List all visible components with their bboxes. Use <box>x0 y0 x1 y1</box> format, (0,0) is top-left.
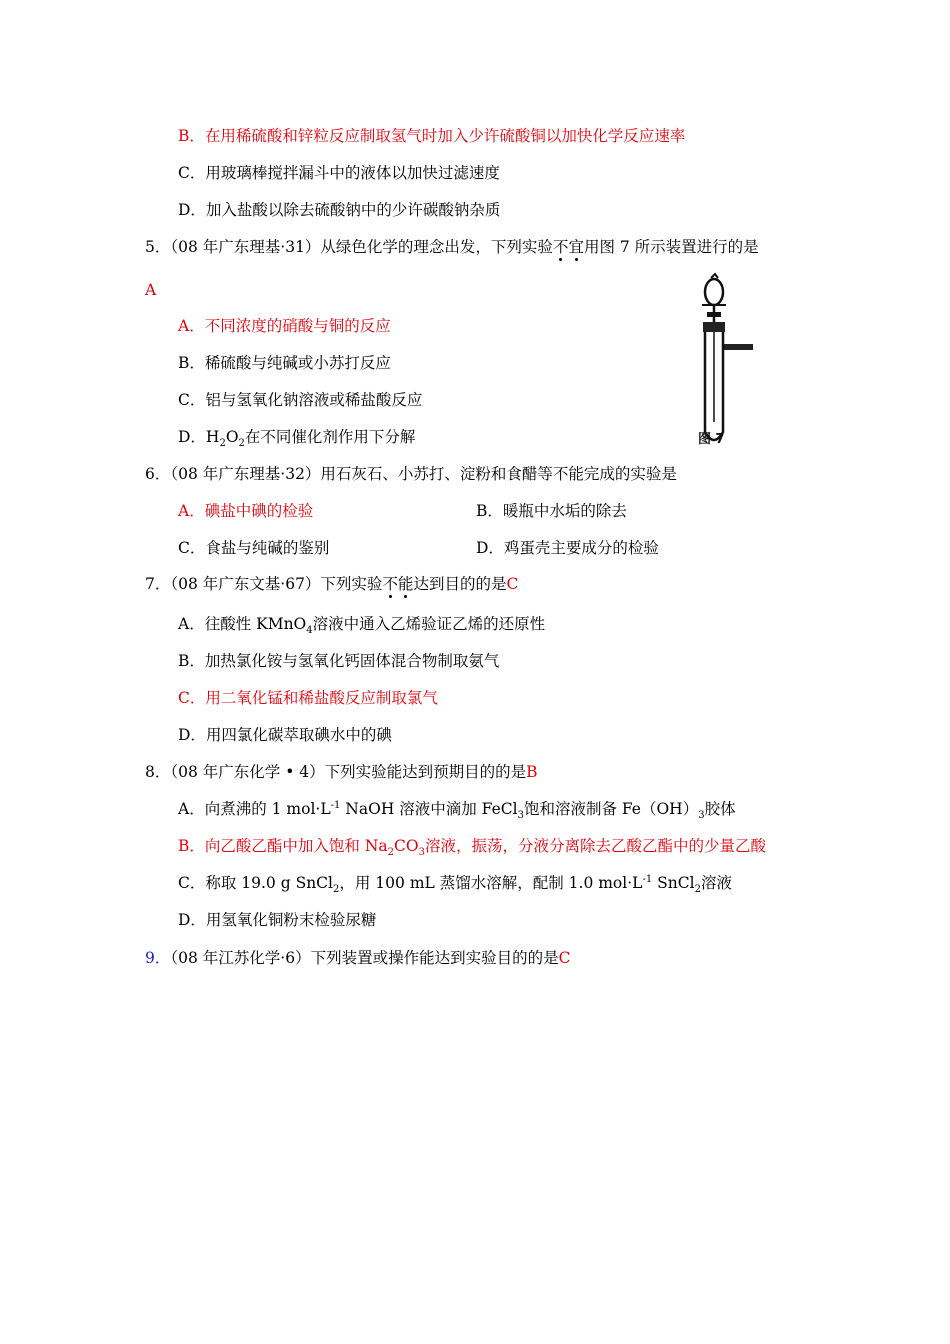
q8-a-text-d: 胶体 <box>704 800 736 818</box>
q5-emphasis-2: 宜 <box>568 238 584 256</box>
q8-c-sub2: 2 <box>694 884 701 896</box>
figure-7-apparatus <box>690 272 762 450</box>
q6-option-a: A．碘盐中碘的检验 <box>178 502 314 520</box>
q8-option-a <box>178 799 736 822</box>
q8-a-sub: 3 <box>517 810 524 822</box>
q6-stem <box>145 464 677 484</box>
q7-stem-b: 达到目的的是 <box>413 575 507 593</box>
q5-stem <box>145 237 759 257</box>
q7-option-d: D．用四氯化碳萃取碘水中的碘 <box>178 726 392 744</box>
q7-option-b: B．加热氯化铵与氢氧化钙固体混合物制取氨气 <box>178 652 500 670</box>
q7-answer: C <box>506 575 519 593</box>
q5-d-text-a: D．H <box>178 428 220 446</box>
q8-a-text-b: NaOH 溶液中滴加 FeCl <box>340 800 518 818</box>
q9-stem <box>145 948 570 968</box>
q6-number: 6． <box>145 465 171 483</box>
q8-a-text-c: 饱和溶液制备 Fe（OH） <box>523 800 699 818</box>
figure-7-label: 图 7 <box>698 432 725 447</box>
q8-b-text-a: B．向乙酸乙酯中加入饱和 Na <box>178 837 388 855</box>
q8-a-sup: -1 <box>330 799 341 811</box>
q7-a-text-b: 溶液中通入乙烯验证乙烯的还原性 <box>312 615 546 633</box>
q4-option-b: B．在用稀硫酸和锌粒反应制取氢气时加入少许硫酸铜以加快化学反应速率 <box>178 127 686 145</box>
q8-c-text-b: ，用 100 mL 蒸馏水溶解，配制 1.0 mol·L <box>339 874 643 892</box>
q8-b-sub2: 3 <box>418 847 425 859</box>
q9-answer: C <box>558 949 571 967</box>
q7-emphasis-1: 不 <box>382 575 398 593</box>
q7-a-sub: 4 <box>306 625 313 637</box>
q8-stem <box>145 762 538 782</box>
q8-b-sub1: 2 <box>387 847 394 859</box>
q5-option-a: A．不同浓度的硝酸与铜的反应 <box>178 317 391 335</box>
q5-d-text-b: O <box>225 428 239 446</box>
q5-emphasis-1: 不 <box>552 238 569 256</box>
q7-option-a <box>178 614 546 637</box>
q5-option-d <box>178 427 416 450</box>
q5-option-c: C．铝与氢氧化钠溶液或稀盐酸反应 <box>178 391 423 409</box>
q8-c-sup: -1 <box>642 873 653 885</box>
q6-stem-text: （08 年广东理基·32）用石灰石、小苏打、淀粉和食醋等不能完成的实验是 <box>170 465 677 483</box>
q9-number: 9． <box>145 949 171 967</box>
q6-option-c: C．食盐与纯碱的鉴别 <box>178 539 330 557</box>
q7-stem-a: （08 年广东文基·67）下列实验 <box>170 575 383 593</box>
q5-d-text-c: 在不同催化剂作用下分解 <box>244 428 416 446</box>
q5-answer: A <box>145 281 157 299</box>
q7-number: 7． <box>145 575 171 593</box>
q8-a-sub2: 3 <box>698 810 705 822</box>
q8-option-c <box>178 873 732 896</box>
q5-stem-a: （08 年广东理基·31）从绿色化学的理念出发，下列实验 <box>170 238 553 256</box>
q5-option-b: B．稀硫酸与纯碱或小苏打反应 <box>178 354 391 372</box>
q8-c-text-c: SnCl <box>652 874 695 892</box>
q8-b-text-b: CO <box>394 837 419 855</box>
q8-option-d: D．用氢氧化铜粉末检验尿糖 <box>178 911 377 929</box>
q8-a-text-a: A．向煮沸的 1 mol·L <box>178 800 331 818</box>
q8-answer: B <box>526 763 538 781</box>
q7-a-text-a: A．往酸性 KMnO <box>178 615 307 633</box>
q8-option-b <box>178 836 766 859</box>
q8-number: 8． <box>145 763 171 781</box>
q7-option-c: C．用二氧化锰和稀盐酸反应制取氯气 <box>178 689 438 707</box>
q8-c-text-d: 溶液 <box>700 874 732 892</box>
q5-number: 5． <box>145 238 171 256</box>
q5-stem-b: 用图 7 所示装置进行的是 <box>583 238 759 256</box>
q8-stem-text: （08 年广东化学 • 4）下列实验能达到预期目的的是 <box>170 763 527 781</box>
q7-emphasis-2: 能 <box>397 575 414 593</box>
q5-d-sub1: 2 <box>219 438 226 450</box>
q9-stem-text: （08 年江苏化学·6）下列装置或操作能达到实验目的的是 <box>170 949 559 967</box>
q5-d-sub2: 2 <box>238 438 245 450</box>
q6-option-d: D．鸡蛋壳主要成分的检验 <box>476 539 659 557</box>
q4-option-c: C．用玻璃棒搅拌漏斗中的液体以加快过滤速度 <box>178 164 500 182</box>
q8-c-text-a: C．称取 19.0 g SnCl <box>178 874 333 892</box>
q8-b-text-c: 溶液，振荡，分液分离除去乙酸乙酯中的少量乙酸 <box>424 837 766 855</box>
q8-c-sub1: 2 <box>333 884 340 896</box>
q4-option-d: D．加入盐酸以除去硫酸钠中的少许碳酸钠杂质 <box>178 201 501 219</box>
q6-option-b: B．暖瓶中水垢的除去 <box>476 502 627 520</box>
q7-stem <box>145 574 518 594</box>
